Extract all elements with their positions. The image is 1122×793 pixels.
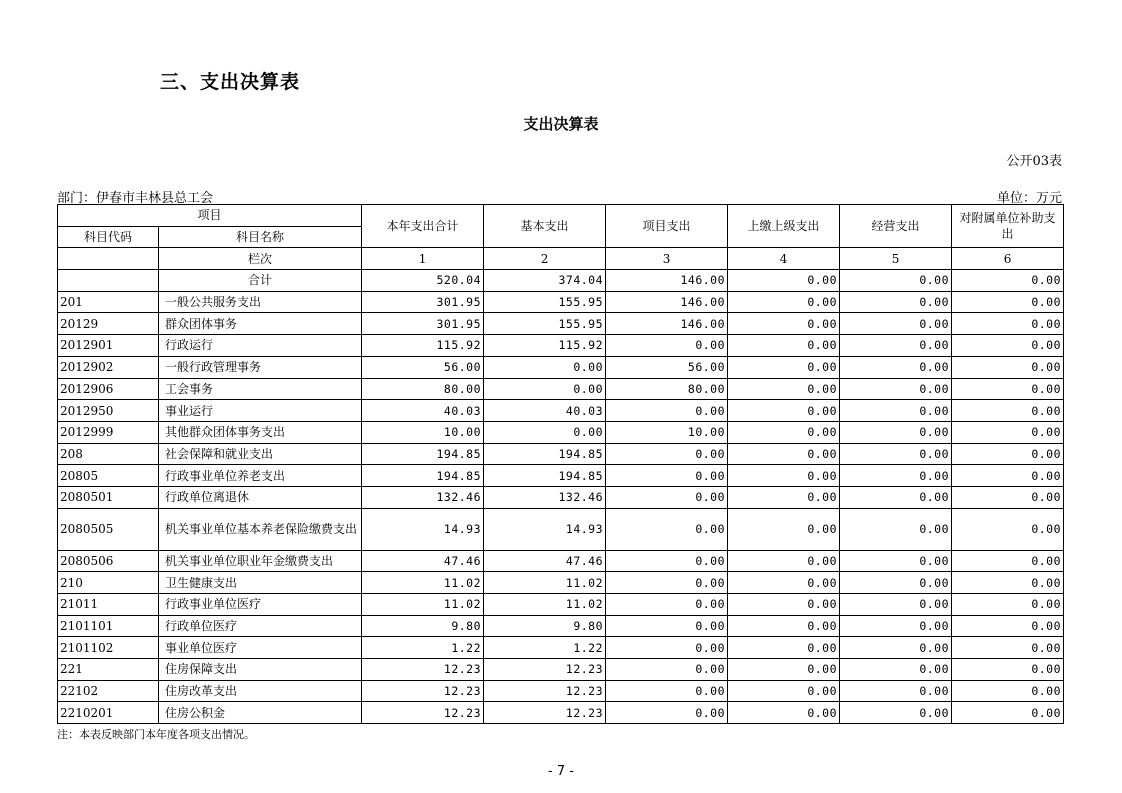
amount-cell: 0.00 — [728, 508, 840, 550]
amount-cell: 9.80 — [362, 615, 484, 637]
amount-cell: 146.00 — [606, 270, 728, 292]
amount-cell: 0.00 — [840, 659, 952, 681]
amount-cell: 0.00 — [728, 550, 840, 572]
amount-cell: 1.22 — [484, 637, 606, 659]
amount-cell: 0.00 — [606, 550, 728, 572]
table-row — [58, 550, 1064, 572]
amount-cell: 132.46 — [484, 486, 606, 508]
amount-cell: 0.00 — [606, 572, 728, 594]
amount-cell: 12.23 — [484, 659, 606, 681]
amount-cell: 0.00 — [606, 637, 728, 659]
header-blank-cell — [58, 248, 159, 270]
amount-cell: 0.00 — [840, 680, 952, 702]
amount-cell: 0.00 — [728, 400, 840, 422]
subject-code-cell — [58, 270, 159, 292]
amount-cell: 0.00 — [606, 400, 728, 422]
amount-cell: 56.00 — [606, 356, 728, 378]
subject-code-cell: 2012906 — [58, 378, 159, 400]
amount-cell: 0.00 — [952, 421, 1064, 443]
amount-cell: 0.00 — [728, 378, 840, 400]
amount-cell: 155.95 — [484, 313, 606, 335]
amount-cell: 374.04 — [484, 270, 606, 292]
amount-cell: 0.00 — [484, 356, 606, 378]
amount-cell: 0.00 — [952, 594, 1064, 616]
amount-cell: 0.00 — [606, 465, 728, 487]
subject-name-cell: 机关事业单位职业年金缴费支出 — [159, 550, 362, 572]
amount-cell: 10.00 — [362, 421, 484, 443]
amount-cell: 0.00 — [728, 594, 840, 616]
header-subsidy: 对附属单位补助支出 — [952, 205, 1064, 248]
header-subject-code: 科目代码 — [58, 226, 159, 248]
subject-name-cell: 社会保障和就业支出 — [159, 443, 362, 465]
subject-name-cell: 行政单位医疗 — [159, 615, 362, 637]
amount-cell: 0.00 — [840, 335, 952, 357]
amount-cell: 0.00 — [952, 680, 1064, 702]
amount-cell: 0.00 — [840, 378, 952, 400]
amount-cell: 80.00 — [362, 378, 484, 400]
amount-cell: 0.00 — [840, 508, 952, 550]
header-upper: 上缴上级支出 — [728, 205, 840, 248]
subject-name-cell: 事业单位医疗 — [159, 637, 362, 659]
subject-code-cell: 20805 — [58, 465, 159, 487]
subject-code-cell: 201 — [58, 291, 159, 313]
table-row — [58, 659, 1064, 681]
amount-cell: 155.95 — [484, 291, 606, 313]
amount-cell: 11.02 — [484, 572, 606, 594]
amount-cell: 0.00 — [952, 702, 1064, 724]
amount-cell: 0.00 — [952, 508, 1064, 550]
table-row — [58, 702, 1064, 724]
amount-cell: 0.00 — [952, 659, 1064, 681]
amount-cell: 146.00 — [606, 291, 728, 313]
amount-cell: 11.02 — [484, 594, 606, 616]
subject-code-cell: 2101102 — [58, 637, 159, 659]
subject-code-cell: 2101101 — [58, 615, 159, 637]
amount-cell: 301.95 — [362, 291, 484, 313]
amount-cell: 0.00 — [840, 400, 952, 422]
amount-cell: 0.00 — [840, 443, 952, 465]
amount-cell: 0.00 — [952, 572, 1064, 594]
header-col-number: 3 — [606, 248, 728, 270]
amount-cell: 0.00 — [728, 572, 840, 594]
table-row — [58, 680, 1064, 702]
amount-cell: 0.00 — [728, 637, 840, 659]
amount-cell: 0.00 — [728, 465, 840, 487]
amount-cell: 40.03 — [484, 400, 606, 422]
amount-cell: 0.00 — [840, 550, 952, 572]
table-row — [58, 508, 1064, 550]
amount-cell: 0.00 — [952, 378, 1064, 400]
amount-cell: 0.00 — [728, 443, 840, 465]
subject-code-cell: 2210201 — [58, 702, 159, 724]
amount-cell: 0.00 — [484, 378, 606, 400]
subject-name-cell: 一般公共服务支出 — [159, 291, 362, 313]
subject-code-cell: 21011 — [58, 594, 159, 616]
subject-name-cell: 行政运行 — [159, 335, 362, 357]
table-row — [58, 378, 1064, 400]
subject-code-cell: 210 — [58, 572, 159, 594]
subject-name-cell: 住房改革支出 — [159, 680, 362, 702]
table-row — [58, 270, 1064, 292]
amount-cell: 0.00 — [840, 291, 952, 313]
department-label: 部门：伊春市丰林县总工会 — [57, 191, 214, 206]
amount-cell: 12.23 — [362, 702, 484, 724]
amount-cell: 11.02 — [362, 594, 484, 616]
amount-cell: 0.00 — [728, 486, 840, 508]
amount-cell: 132.46 — [362, 486, 484, 508]
amount-cell: 0.00 — [606, 594, 728, 616]
amount-cell: 12.23 — [484, 680, 606, 702]
section-title: 三、支出决算表 — [160, 71, 301, 93]
amount-cell: 0.00 — [606, 486, 728, 508]
subject-name-cell: 事业运行 — [159, 400, 362, 422]
table-row — [58, 291, 1064, 313]
table-body — [58, 270, 1064, 724]
amount-cell: 0.00 — [728, 680, 840, 702]
table-row — [58, 313, 1064, 335]
amount-cell: 10.00 — [606, 421, 728, 443]
header-basic: 基本支出 — [484, 205, 606, 248]
amount-cell: 0.00 — [840, 572, 952, 594]
amount-cell: 0.00 — [728, 335, 840, 357]
amount-cell: 0.00 — [840, 615, 952, 637]
footnote: 注：本表反映部门本年度各项支出情况。 — [57, 728, 255, 741]
amount-cell: 0.00 — [840, 421, 952, 443]
header-business: 经营支出 — [840, 205, 952, 248]
amount-cell: 56.00 — [362, 356, 484, 378]
amount-cell: 80.00 — [606, 378, 728, 400]
form-code: 公开03表 — [1006, 154, 1062, 169]
table-row — [58, 356, 1064, 378]
amount-cell: 0.00 — [606, 335, 728, 357]
amount-cell: 1.22 — [362, 637, 484, 659]
amount-cell: 0.00 — [728, 421, 840, 443]
subject-code-cell: 22102 — [58, 680, 159, 702]
subject-code-cell: 2012950 — [58, 400, 159, 422]
header-col-number: 2 — [484, 248, 606, 270]
expenditure-table — [57, 204, 1064, 724]
amount-cell: 194.85 — [362, 443, 484, 465]
amount-cell: 0.00 — [840, 270, 952, 292]
amount-cell: 194.85 — [362, 465, 484, 487]
amount-cell: 0.00 — [728, 291, 840, 313]
amount-cell: 0.00 — [952, 356, 1064, 378]
amount-cell: 0.00 — [840, 486, 952, 508]
header-col-number: 6 — [952, 248, 1064, 270]
amount-cell: 0.00 — [728, 615, 840, 637]
amount-cell: 0.00 — [952, 270, 1064, 292]
amount-cell: 9.80 — [484, 615, 606, 637]
subject-name-cell: 群众团体事务 — [159, 313, 362, 335]
subject-code-cell: 2080506 — [58, 550, 159, 572]
subject-name-cell: 机关事业单位基本养老保险缴费支出 — [159, 508, 362, 550]
amount-cell: 146.00 — [606, 313, 728, 335]
subject-code-cell: 2080505 — [58, 508, 159, 550]
header-project: 项目支出 — [606, 205, 728, 248]
amount-cell: 40.03 — [362, 400, 484, 422]
amount-cell: 0.00 — [952, 443, 1064, 465]
amount-cell: 115.92 — [484, 335, 606, 357]
amount-cell: 0.00 — [840, 465, 952, 487]
header-col-number: 1 — [362, 248, 484, 270]
subject-name-cell: 行政单位离退休 — [159, 486, 362, 508]
subject-name-cell: 其他群众团体事务支出 — [159, 421, 362, 443]
table-row — [58, 594, 1064, 616]
amount-cell: 0.00 — [728, 702, 840, 724]
amount-cell: 47.46 — [484, 550, 606, 572]
table-row — [58, 615, 1064, 637]
header-col-number: 4 — [728, 248, 840, 270]
amount-cell: 0.00 — [840, 594, 952, 616]
amount-cell: 11.02 — [362, 572, 484, 594]
amount-cell: 12.23 — [362, 680, 484, 702]
subject-code-cell: 2012901 — [58, 335, 159, 357]
amount-cell: 0.00 — [728, 356, 840, 378]
header-row-label: 栏次 — [159, 248, 362, 270]
amount-cell: 0.00 — [840, 637, 952, 659]
amount-cell: 0.00 — [952, 335, 1064, 357]
amount-cell: 0.00 — [484, 421, 606, 443]
table-row — [58, 400, 1064, 422]
amount-cell: 0.00 — [952, 486, 1064, 508]
page-number: - 7 - — [548, 764, 574, 779]
header-total: 本年支出合计 — [362, 205, 484, 248]
amount-cell: 0.00 — [952, 615, 1064, 637]
table-row — [58, 335, 1064, 357]
amount-cell: 14.93 — [484, 508, 606, 550]
amount-cell: 0.00 — [606, 702, 728, 724]
amount-cell: 14.93 — [362, 508, 484, 550]
subject-code-cell: 208 — [58, 443, 159, 465]
amount-cell: 12.23 — [484, 702, 606, 724]
subject-code-cell: 2012999 — [58, 421, 159, 443]
table-row — [58, 637, 1064, 659]
amount-cell: 0.00 — [840, 702, 952, 724]
amount-cell: 115.92 — [362, 335, 484, 357]
header-col-number: 5 — [840, 248, 952, 270]
subject-name-cell: 住房保障支出 — [159, 659, 362, 681]
subject-code-cell: 221 — [58, 659, 159, 681]
unit-label: 单位：万元 — [996, 191, 1062, 206]
subject-name-cell: 工会事务 — [159, 378, 362, 400]
subject-code-cell: 2012902 — [58, 356, 159, 378]
amount-cell: 0.00 — [952, 313, 1064, 335]
amount-cell: 0.00 — [728, 659, 840, 681]
amount-cell: 0.00 — [606, 443, 728, 465]
header-item: 项目 — [58, 205, 362, 227]
amount-cell: 520.04 — [362, 270, 484, 292]
amount-cell: 47.46 — [362, 550, 484, 572]
table-row — [58, 465, 1064, 487]
amount-cell: 0.00 — [606, 680, 728, 702]
amount-cell: 194.85 — [484, 465, 606, 487]
subject-code-cell: 2080501 — [58, 486, 159, 508]
amount-cell: 0.00 — [728, 313, 840, 335]
amount-cell: 0.00 — [952, 400, 1064, 422]
table-title: 支出决算表 — [523, 115, 599, 133]
table-row — [58, 486, 1064, 508]
amount-cell: 0.00 — [952, 550, 1064, 572]
amount-cell: 0.00 — [606, 659, 728, 681]
amount-cell: 0.00 — [952, 637, 1064, 659]
subject-name-cell: 行政事业单位养老支出 — [159, 465, 362, 487]
table-row — [58, 443, 1064, 465]
amount-cell: 194.85 — [484, 443, 606, 465]
amount-cell: 0.00 — [952, 465, 1064, 487]
header-subject-name: 科目名称 — [159, 226, 362, 248]
subject-name-cell: 合计 — [159, 270, 362, 292]
amount-cell: 0.00 — [840, 313, 952, 335]
subject-name-cell: 住房公积金 — [159, 702, 362, 724]
subject-name-cell: 一般行政管理事务 — [159, 356, 362, 378]
amount-cell: 12.23 — [362, 659, 484, 681]
amount-cell: 0.00 — [840, 356, 952, 378]
amount-cell: 301.95 — [362, 313, 484, 335]
subject-name-cell: 行政事业单位医疗 — [159, 594, 362, 616]
subject-name-cell: 卫生健康支出 — [159, 572, 362, 594]
amount-cell: 0.00 — [606, 615, 728, 637]
table-row — [58, 572, 1064, 594]
table-row — [58, 421, 1064, 443]
amount-cell: 0.00 — [606, 508, 728, 550]
amount-cell: 0.00 — [952, 291, 1064, 313]
subject-code-cell: 20129 — [58, 313, 159, 335]
amount-cell: 0.00 — [728, 270, 840, 292]
